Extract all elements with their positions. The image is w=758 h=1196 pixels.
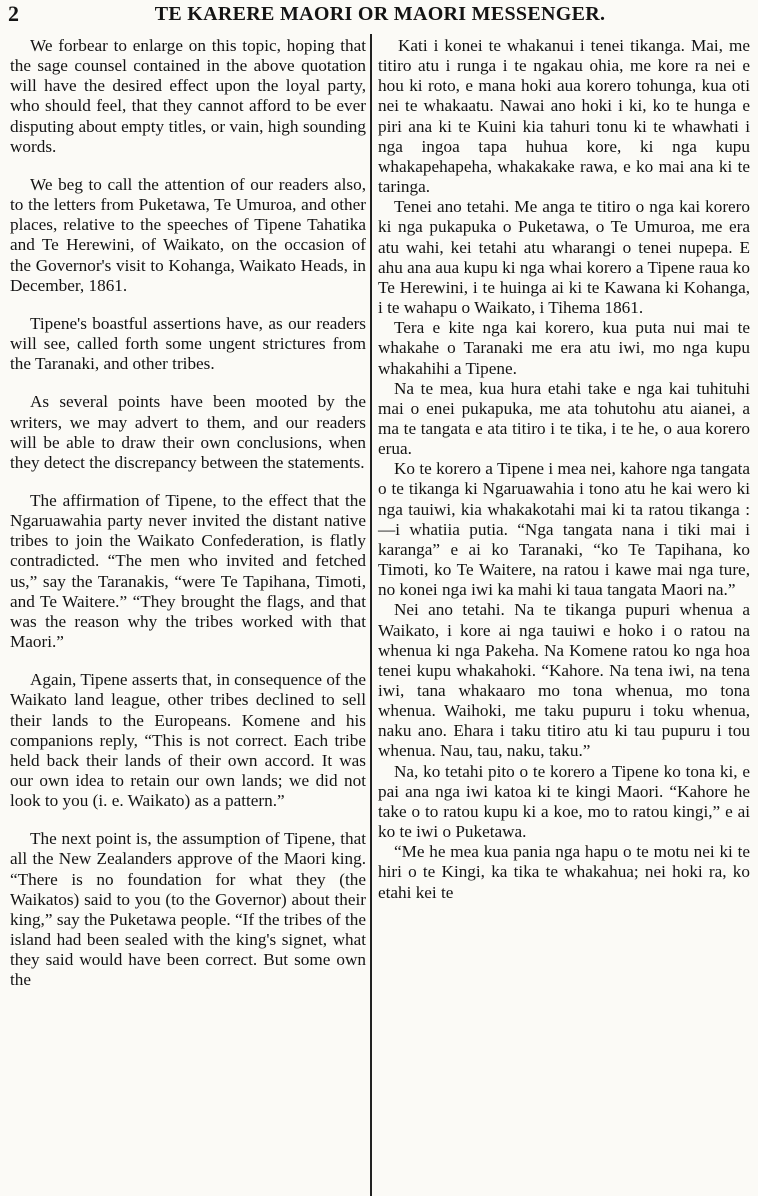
maori-paragraph: “Me he mea kua pania nga hapu o te motu nei ki te hiri o te Kingi, ka tika te whakahua; nei hoki ra, ko etahi kei te [378,842,750,902]
maori-paragraph: Ko te korero a Tipene i mea nei, kahore nga tangata o te tikanga ki Ngaruawahia i tono atu he kai wero ki nga tauiwi, kia whakakotahi mai ki ta ratou tikanga :—i whatiia putia. “Nga tangata nana i tiki mai i karanga” e ai ko Taranaki, “ko Te Tapihana, ko Timoti, ko Te Waitere, na ratou i kawe mai nga ture, no konei nga iwi ka mahi ki taua tangata Maori na.” [378,459,750,600]
english-paragraph: We forbear to enlarge on this topic, hoping that the sage counsel contained in the above quotation will have the desired effect upon the loyal party, who should feel, that they cannot afford to be ever disputing about empty titles, or vain, high sounding words. [10,36,366,156]
page-number: 2 [8,1,19,26]
maori-column [378,36,750,903]
english-paragraph: The next point is, the assumption of Tipene, that all the New Zealanders approve of the Maori king. “There is no foundation for what they (the Waikatos) said to you (to the Governor) about their king,” say the Puketawa people. “If the tribes of the island had been sealed with the king's signet, what they said would have been correct. But some own the [10,829,366,990]
maori-paragraph: Na te mea, kua hura etahi take e nga kai tuhituhi mai o enei pukapuka, me ata tohutohu atu aianei, a ma te tangata e ata titiro i te tika, i te he, o aua korero erua. [378,378,750,459]
maori-paragraph: Tenei ano tetahi. Me anga te titiro o nga kai korero ki nga pukapuka o Puketawa, o Te Umuroa, me era atu wahi, kei tetahi atu wharangi o tenei nupepa. E ahu ana aua kupu ki nga whai korero a Tipene raua ko Te Herewini, i te huinga ai ki te Kawana ki Kohanga, i te wahapu o Waikato, i Tihema 1861. [378,197,750,318]
english-column [10,36,366,991]
maori-paragraph: Kati i konei te whakanui i tenei tikanga. Mai, me titiro atu i runga i te ngakau ohia, me kore ra nei e hou ki roto, e mana hoki aua korero tohunga, kua oti nei te whakaatu. Nawai ano hoki i ki, ko te hunga e piri ana ki te Kuini kia tahuri tonu ki te whawhati i nga ingoa tapa huhua kore, ki nga kupu whakapehapeha, whakakake rawa, e ko mai ana ki te taringa. [378,36,750,197]
maori-paragraph: Na, ko tetahi pito o te korero a Tipene ko tona ki, e pai ana nga iwi katoa ki te kingi Maori. “Kahore he take o to ratou kupu ki a koe, mo to ratou kingi,” e ai ko te iwi o Puketawa. [378,761,750,842]
running-title: TE KARERE MAORI OR MAORI MESSENGER. [154,3,606,25]
english-paragraph: We beg to call the attention of our readers also, to the letters from Puketawa, Te Umuroa, and other places, relative to the speeches of Tipene Tahatika and Te Herewini, of Waikato, on the occasion of the Governor's visit to Kohanga, Waikato Heads, in December, 1861. [10,174,366,295]
english-paragraph: Again, Tipene asserts that, in consequence of the Waikato land league, other tribes declined to sell their lands to the Europeans. Komene and his companions reply, “This is not correct. Each tribe held back their lands of their own accord. It was our own idea to retain our own lands; we did not look to you (i. e. Waikato) as a pattern.” [10,670,366,811]
maori-paragraph: Tera e kite nga kai korero, kua puta nui mai te whakahe o Taranaki me era atu iwi, mo nga kupu whakahihi a Tipene. [378,318,750,378]
english-paragraph: As several points have been mooted by the writers, we may advert to them, and our readers will be able to draw their own conclusions, when they detect the discrepancy between the statements. [10,392,366,472]
english-paragraph: Tipene's boastful assertions have, as our readers will see, called forth some ungent strictures from the Taranaki, and other tribes. [10,313,366,374]
page-header [0,0,758,28]
maori-paragraph: Nei ano tetahi. Na te tikanga pupuri whenua a Waikato, i kore ai nga tauiwi e hoko i o ratou na whenua ki nga Pakeha. Na Komene ratou ko nga hoa tenei kupu whakahoki. “Kahore. Na tena iwi, na tena iwi, tana whakaaro mo tona whenua, mo tona whenua. Waihoki, me taku pupuru i toku whenua, naku ano. Ehara i taku titiro atu ki tau pupuru i tou whenua. Nau, tau, naku, taku.” [378,600,750,761]
column-divider [370,34,372,1196]
english-paragraph: The affirmation of Tipene, to the effect that the Ngaruawahia party never invited the distant native tribes to join the Waikato Confederation, is flatly contradicted. “The men who invited and fetched us,” say the Taranakis, “were Te Tapihana, Timoti, and Te Waitere.” “They brought the flags, and that was the reason why the tribes worked with that Maori.” [10,490,366,652]
